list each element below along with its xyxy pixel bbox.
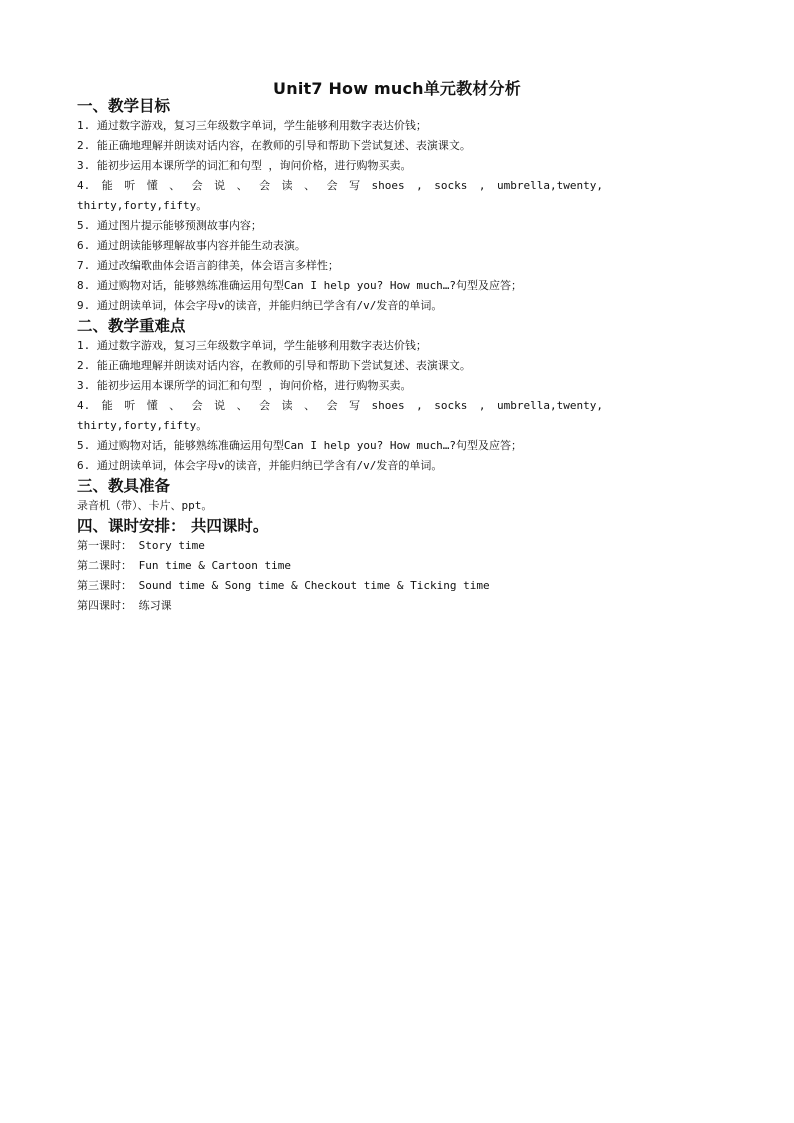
list-item: 2. 能正确地理解并朗读对话内容，在教师的引导和帮助下尝试复述、表演课文。 (77, 359, 471, 372)
schedule-content: Fun time & Cartoon time (138, 559, 291, 572)
list-item-justified (77, 396, 603, 416)
list-item-continuation: thirty,forty,fifty。 (77, 199, 208, 212)
word: 会 (326, 399, 338, 412)
word: 会 (191, 399, 203, 412)
section-lesson-schedule (77, 516, 607, 616)
word: 、 (169, 179, 181, 192)
word: 写 (349, 179, 361, 192)
list-item: 1. 通过数字游戏，复习三年级数字单词，学生能够利用数字表达价钱； (77, 119, 427, 132)
list-item: 6. 通过朗读单词，体会字母v的读音，并能归纳已学含有/v/发音的单词。 (77, 459, 443, 472)
word: 会 (326, 179, 338, 192)
word: 听 (124, 399, 136, 412)
list-item: 5. 通过图片提示能够预测故事内容； (77, 219, 262, 232)
document-title: Unit7 How much单元教材分析 (273, 79, 521, 98)
section-teaching-goals (77, 96, 607, 316)
word: umbrella,twenty, (496, 399, 603, 412)
word: 会 (259, 399, 271, 412)
word: 读 (281, 399, 293, 412)
schedule-label: 第二课时： (77, 559, 132, 572)
section-heading: 一、教学目标 (77, 97, 171, 115)
section-heading: 三、教具准备 (77, 477, 171, 495)
word: , (478, 179, 486, 192)
schedule-row (77, 536, 607, 556)
schedule-row (77, 576, 607, 596)
list-item-justified (77, 176, 603, 196)
word: 听 (124, 179, 136, 192)
word: , (416, 179, 423, 192)
list-item: 3. 能初步运用本课所学的词汇和句型 ，询问价格，进行购物买卖。 (77, 379, 412, 392)
word: 读 (281, 179, 293, 192)
list-item: 2. 能正确地理解并朗读对话内容，在教师的引导和帮助下尝试复述、表演课文。 (77, 139, 471, 152)
word: 会 (259, 179, 271, 192)
list-item: 7. 通过改编歌曲体会语言韵律美，体会语言多样性； (77, 259, 339, 272)
word: shoes (371, 179, 405, 192)
word: 、 (236, 399, 248, 412)
word: 说 (214, 399, 226, 412)
schedule-row (77, 596, 607, 616)
word: 懂 (146, 179, 158, 192)
word: 、 (169, 399, 181, 412)
section-heading: 四、课时安排： 共四课时。 (77, 517, 269, 535)
list-item: 8. 通过购物对话，能够熟练准确运用句型Can I help you? How much…?句型及应答； (77, 279, 523, 292)
word: 、 (304, 399, 316, 412)
word: 懂 (146, 399, 158, 412)
word: 能 (101, 399, 113, 412)
section-teaching-aids (77, 476, 607, 516)
word: 、 (236, 179, 248, 192)
schedule-label: 第三课时： (77, 579, 132, 592)
list-item: 1. 通过数字游戏，复习三年级数字单词，学生能够利用数字表达价钱； (77, 339, 427, 352)
word: socks (434, 179, 468, 192)
section-heading: 二、教学重难点 (77, 317, 186, 335)
list-item: 5. 通过购物对话，能够熟练准确运用句型Can I help you? How much…?句型及应答； (77, 439, 523, 452)
list-item: 6. 通过朗读能够理解故事内容并能生动表演。 (77, 239, 306, 252)
document-body (77, 96, 607, 616)
schedule-content: Sound time & Song time & Checkout time & Ticking time (138, 579, 490, 592)
section-key-difficulties (77, 316, 607, 476)
word: 4. (77, 179, 91, 192)
list-item: 3. 能初步运用本课所学的词汇和句型 ，询问价格，进行购物买卖。 (77, 159, 412, 172)
word: socks (434, 399, 468, 412)
word: 能 (101, 179, 113, 192)
schedule-row (77, 556, 607, 576)
schedule-label: 第一课时： (77, 539, 132, 552)
word: 说 (214, 179, 226, 192)
word: 写 (349, 399, 361, 412)
schedule-content: 练习课 (138, 599, 172, 612)
word: , (478, 399, 486, 412)
list-item: 9. 通过朗读单词，体会字母v的读音，并能归纳已学含有/v/发音的单词。 (77, 299, 443, 312)
schedule-label: 第四课时： (77, 599, 132, 612)
word: shoes (371, 399, 405, 412)
word: umbrella,twenty, (496, 179, 603, 192)
word: 4. (77, 399, 91, 412)
word: 、 (304, 179, 316, 192)
word: 会 (191, 179, 203, 192)
schedule-content: Story time (138, 539, 205, 552)
list-item-continuation: thirty,forty,fifty。 (77, 419, 208, 432)
list-item: 录音机（带）、卡片、ppt。 (77, 499, 213, 512)
word: , (416, 399, 423, 412)
